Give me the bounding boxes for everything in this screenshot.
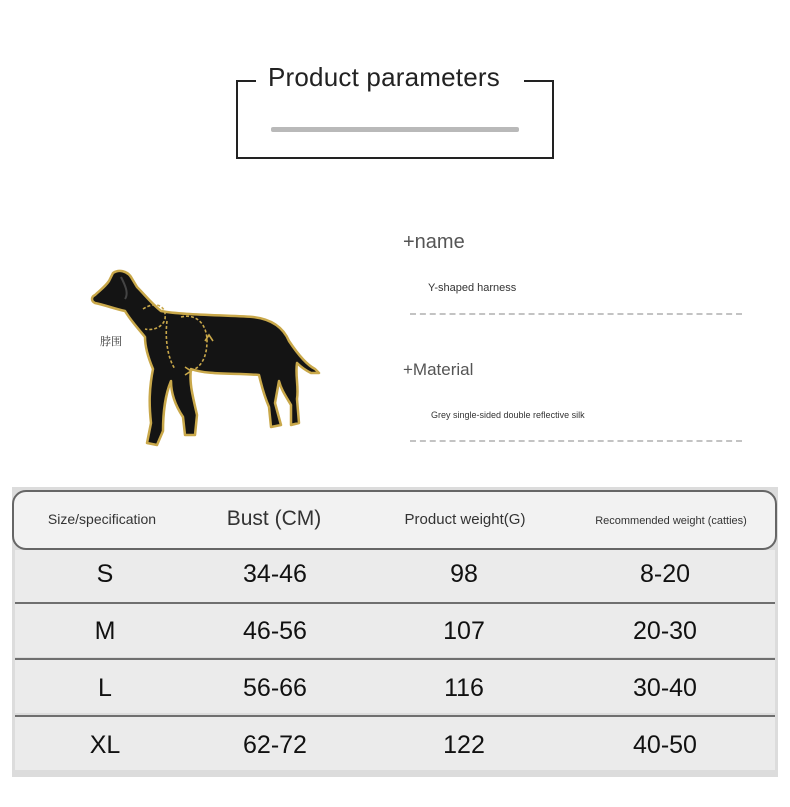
- cell-recommended-weight: 20-30: [633, 617, 697, 645]
- param-name-label: +name: [403, 231, 465, 253]
- divider: [410, 440, 742, 442]
- cell-bust: 46-56: [243, 617, 307, 645]
- param-material-value: Grey single-sided double reflective silk: [431, 410, 585, 420]
- dog-measurement-illustration: [85, 265, 325, 450]
- param-name-value: Y-shaped harness: [428, 282, 517, 294]
- cell-product-weight: 122: [443, 731, 485, 759]
- cell-size: M: [94, 617, 116, 645]
- cell-size: XL: [89, 731, 121, 759]
- param-material-label: +Material: [403, 360, 474, 379]
- cell-product-weight: 107: [443, 617, 485, 645]
- header-size: Size/specification: [47, 511, 157, 527]
- title-underline: [271, 127, 519, 132]
- header-bust: Bust (CM): [226, 507, 322, 530]
- page-title: Product parameters: [268, 62, 500, 92]
- divider: [410, 313, 742, 315]
- cell-bust: 56-66: [243, 674, 307, 702]
- cell-size: S: [96, 560, 114, 588]
- cell-size: L: [98, 674, 112, 702]
- cell-bust: 34-46: [243, 560, 307, 588]
- cell-product-weight: 98: [450, 560, 478, 588]
- header-recommended-weight: Recommended weight (catties): [595, 515, 747, 527]
- neck-girth-label: 脖围: [100, 336, 122, 348]
- cell-product-weight: 116: [444, 674, 484, 702]
- cell-recommended-weight: 40-50: [633, 731, 697, 759]
- header-product-weight: Product weight(G): [404, 511, 526, 528]
- cell-recommended-weight: 30-40: [633, 674, 697, 702]
- cell-recommended-weight: 8-20: [639, 560, 691, 588]
- cell-bust: 62-72: [243, 731, 307, 759]
